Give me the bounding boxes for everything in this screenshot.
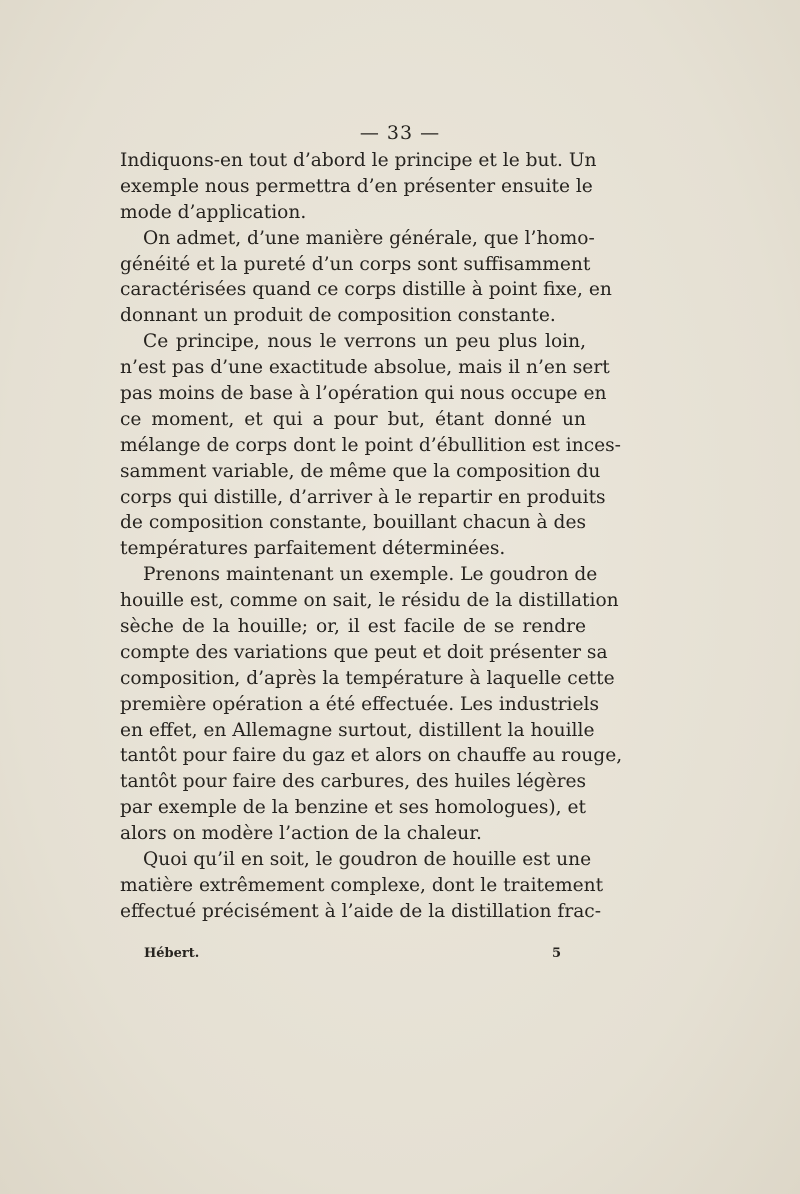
- text-line: mélange de corps dont le point d’ébullition est inces-: [120, 434, 621, 456]
- text-line: Ce principe, nous le verrons un peu plus loin,: [143, 331, 586, 353]
- text-line: caractérisées quand ce corps distille à point fixe, en: [120, 279, 612, 301]
- text-line: Prenons maintenant un exemple. Le goudron de: [143, 564, 598, 586]
- text-line: alors on modère l’action de la chaleur.: [120, 823, 482, 845]
- text-line: n’est pas d’une exactitude absolue, mais il n’en sert: [120, 357, 610, 379]
- text-line: Indiquons-en tout d’abord le principe et le but. Un: [120, 150, 597, 171]
- text-line: mode d’application.: [120, 201, 307, 223]
- text-line: donnant un produit de composition constante.: [120, 305, 556, 327]
- text-line: effectué précisément à l’aide de la distillation frac-: [120, 900, 601, 922]
- text-line: première opération a été effectuée. Les industriels: [120, 693, 599, 715]
- page-number: — 33 —: [359, 122, 441, 144]
- text-line: sèche de la houille; or, il est facile de se rendre: [120, 616, 586, 638]
- text-line: composition, d’après la température à laquelle cette: [120, 667, 615, 689]
- text-line: tantôt pour faire des carbures, des huiles légères: [120, 771, 586, 793]
- sheet-number: 5: [552, 946, 562, 961]
- text-line: exemple nous permettra d’en présenter ensuite le: [120, 175, 593, 197]
- text-line: corps qui distille, d’arriver à le repartir en produits: [120, 486, 606, 508]
- body-text: [120, 148, 623, 925]
- text-line: pas moins de base à l’opération qui nous occupe en: [120, 383, 607, 405]
- text-line: en effet, en Allemagne surtout, distillent la houille: [120, 719, 595, 741]
- text-line: On admet, d’une manière générale, que l’homo-: [143, 227, 595, 249]
- printer-signature: Hébert.: [144, 946, 200, 961]
- text-line: matière extrêmement complexe, dont le traitement: [120, 874, 604, 896]
- text-line: Quoi qu’il en soit, le goudron de houille est une: [143, 849, 592, 871]
- text-line: tantôt pour faire du gaz et alors on chauffe au rouge,: [120, 745, 623, 767]
- text-line: compte des variations que peut et doit présenter sa: [120, 641, 608, 663]
- text-line: températures parfaitement déterminées.: [120, 538, 506, 560]
- text-line: de composition constante, bouillant chacun à des: [120, 512, 586, 534]
- text-line: généité et la pureté d’un corps sont suffisamment: [120, 253, 591, 275]
- text-line: houille est, comme on sait, le résidu de la distillation: [120, 590, 619, 612]
- text-line: samment variable, de même que la composition du: [120, 460, 601, 482]
- text-line: ce moment, et qui a pour but, étant donné un: [120, 408, 586, 430]
- text-line: par exemple de la benzine et ses homologues), et: [120, 797, 586, 819]
